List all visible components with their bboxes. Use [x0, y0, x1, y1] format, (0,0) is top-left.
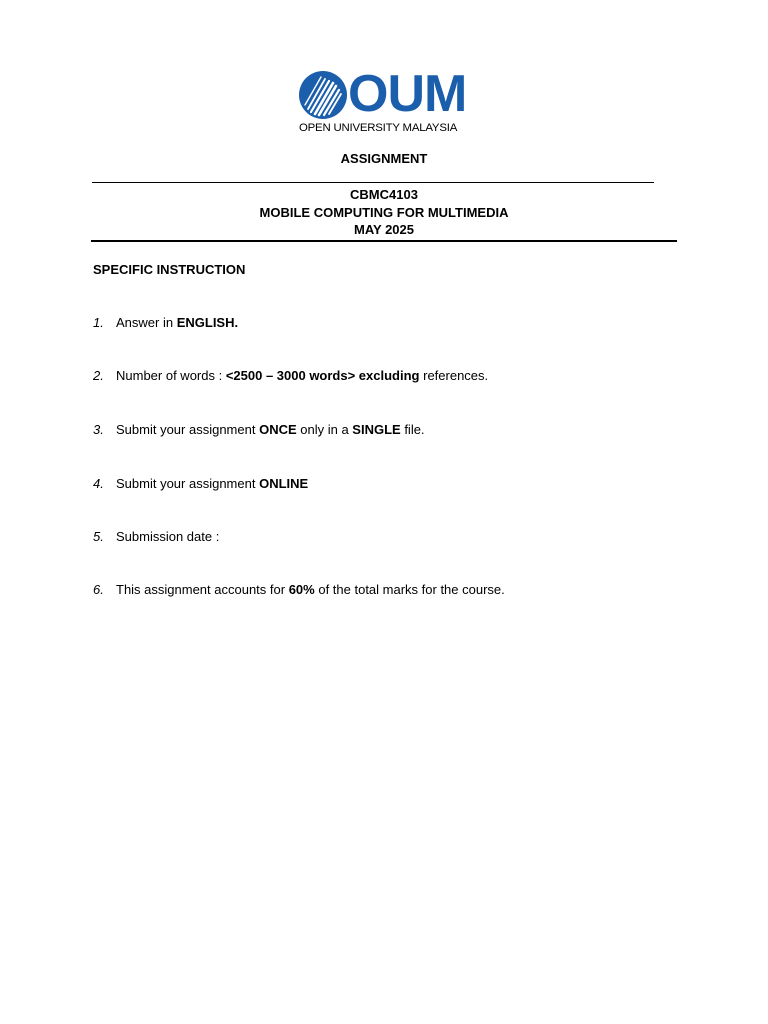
instruction-item	[93, 314, 238, 331]
instruction-item	[93, 581, 505, 598]
item-emphasis: ONCE	[259, 422, 297, 437]
item-emphasis: ENGLISH.	[176, 315, 239, 330]
doc-type-title: ASSIGNMENT	[340, 151, 428, 166]
course-title: MOBILE COMPUTING FOR MULTIMEDIA	[259, 205, 509, 220]
item-text: Submission date :	[116, 529, 220, 544]
item-emphasis: 60%	[288, 582, 315, 597]
item-emphasis: <2500 – 3000 words> excluding	[225, 368, 420, 383]
item-text: Answer in	[116, 315, 177, 330]
item-text: This assignment accounts for	[116, 582, 289, 597]
item-number: 5.	[93, 529, 104, 544]
item-text: references.	[419, 368, 489, 383]
item-number: 4.	[93, 476, 104, 491]
item-text: Number of words :	[116, 368, 226, 383]
item-emphasis: SINGLE	[352, 422, 401, 437]
item-text: only in a	[296, 422, 353, 437]
title-divider	[92, 182, 654, 183]
instruction-item	[93, 421, 425, 438]
logo-subtitle: OPEN UNIVERSITY MALAYSIA	[299, 122, 458, 134]
item-number: 3.	[93, 422, 104, 437]
item-number: 2.	[93, 368, 104, 383]
item-text: of the total marks for the course.	[314, 582, 505, 597]
instruction-item	[93, 528, 219, 545]
oum-globe-icon	[299, 71, 347, 119]
item-text: file.	[400, 422, 425, 437]
oum-logo	[298, 65, 473, 136]
logo-wordmark: OUM	[348, 65, 467, 123]
item-emphasis: ONLINE	[259, 476, 309, 491]
header-divider	[91, 240, 677, 242]
item-number: 1.	[93, 315, 104, 330]
item-text: Submit your assignment	[116, 422, 260, 437]
section-title: SPECIFIC INSTRUCTION	[93, 262, 246, 277]
instruction-item	[93, 367, 488, 384]
semester: MAY 2025	[354, 222, 414, 237]
item-text: Submit your assignment	[116, 476, 260, 491]
item-number: 6.	[93, 582, 104, 597]
course-code: CBMC4103	[350, 187, 418, 202]
instruction-item	[93, 475, 308, 492]
